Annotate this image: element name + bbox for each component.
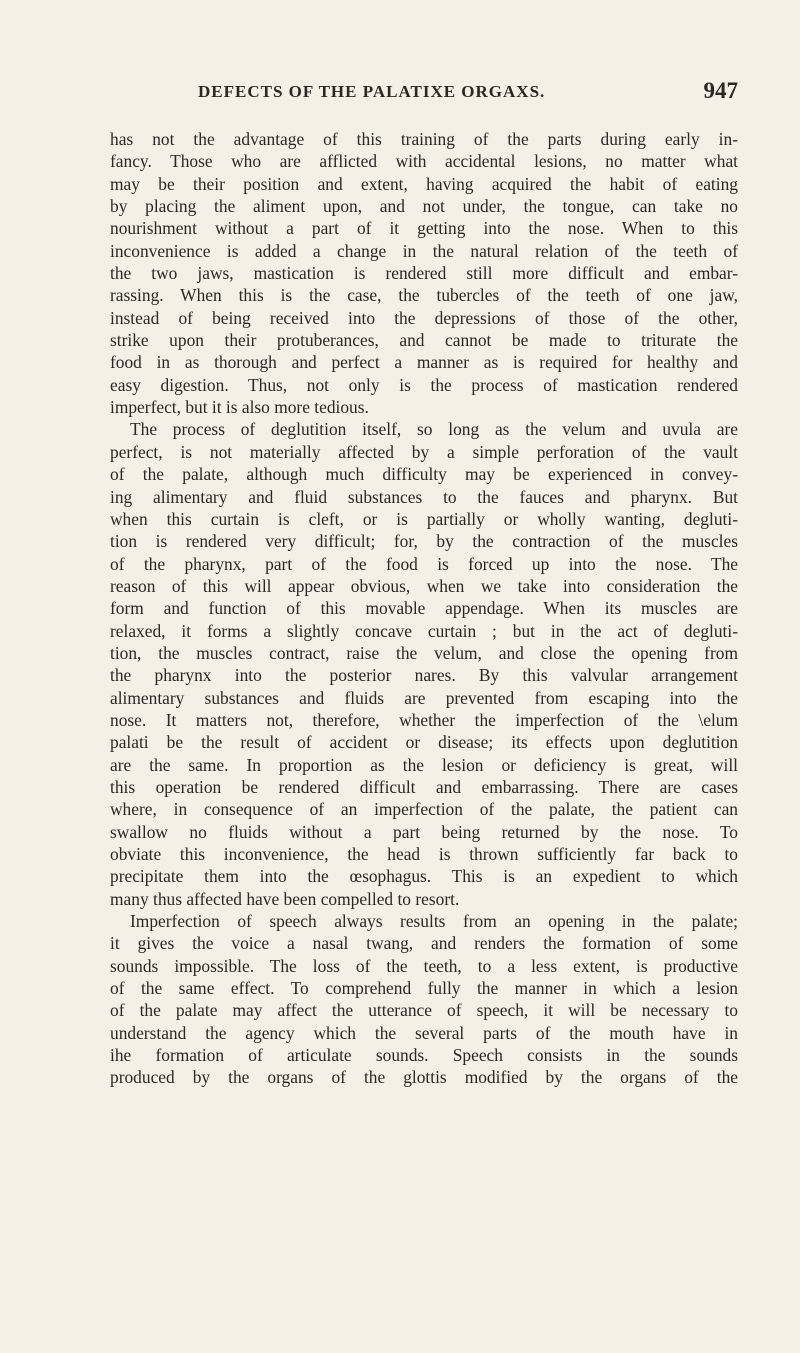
- text-line: of the palate may affect the utterance of speech, it will be necessary to: [110, 1000, 738, 1021]
- text-line: the two jaws, mastication is rendered still more difficult and embar-: [110, 263, 738, 284]
- text-line: perfect, is not materially affected by a simple perforation of the vault: [110, 441, 738, 462]
- text-line: relaxed, it forms a slightly concave curtain ; but in the act of degluti-: [110, 620, 738, 641]
- text-line: understand the agency which the several parts of the mouth have in: [110, 1022, 738, 1043]
- text-line: of the pharynx, part of the food is forced up into the nose. The: [110, 553, 738, 574]
- text-line: it gives the voice a nasal twang, and renders the formation of some: [110, 933, 738, 954]
- text-line: inconvenience is added a change in the natural relation of the teeth of: [110, 240, 738, 261]
- text-line: by placing the aliment upon, and not under, the tongue, can take no: [110, 196, 738, 217]
- text-line: instead of being received into the depressions of those of the other,: [110, 307, 738, 328]
- text-line: many thus affected have been compelled to resort.: [110, 888, 460, 909]
- text-line: obviate this inconvenience, the head is thrown sufficiently far back to: [110, 844, 738, 864]
- text-line: Imperfection of speech always results from an opening in the palate;: [130, 911, 738, 932]
- text-line: ihe formation of articulate sounds. Speech consists in the sounds: [110, 1045, 738, 1066]
- text-line: reason of this will appear obvious, when we take into consideration the: [110, 575, 738, 596]
- text-line: sounds impossible. The loss of the teeth, to a less extent, is productive: [110, 955, 738, 976]
- text-line: this operation be rendered difficult and embarrassing. There are cases: [110, 776, 738, 797]
- text-line: ing alimentary and fluid substances to the fauces and pharynx. But: [110, 486, 738, 507]
- text-line: the pharynx into the posterior nares. By this valvular arrangement: [110, 665, 738, 686]
- text-line: fancy. Those who are afflicted with accidental lesions, no matter what: [110, 151, 738, 172]
- text-line: of the palate, although much difficulty may be experienced in convey-: [110, 464, 738, 485]
- text-line: food in as thorough and perfect a manner as is required for healthy and: [110, 352, 738, 373]
- body-text: [110, 128, 738, 1089]
- text-line: produced by the organs of the glottis modified by the organs of the: [110, 1067, 738, 1088]
- text-line: nourishment without a part of it getting into the nose. When to this: [110, 218, 738, 239]
- text-line: palati be the result of accident or disease; its effects upon deglutition: [110, 732, 738, 753]
- running-head: [110, 78, 738, 108]
- text-line: has not the advantage of this training of the parts during early in-: [110, 129, 738, 149]
- text-line: may be their position and extent, having acquired the habit of eating: [110, 173, 738, 194]
- text-line: of the same effect. To comprehend fully the manner in which a lesion: [110, 978, 738, 999]
- text-line: alimentary substances and fluids are prevented from escaping into the: [110, 687, 738, 708]
- text-line: where, in consequence of an imperfection of the palate, the patient can: [110, 799, 738, 820]
- text-line: The process of deglutition itself, so long as the velum and uvula are: [130, 419, 738, 440]
- text-line: when this curtain is cleft, or is partially or wholly wanting, degluti-: [110, 508, 738, 529]
- text-line: tion, the muscles contract, raise the velum, and close the opening from: [110, 642, 738, 663]
- text-line: form and function of this movable appendage. When its muscles are: [110, 598, 738, 619]
- text-line: are the same. In proportion as the lesion or deficiency is great, will: [110, 754, 738, 775]
- text-line: imperfect, but it is also more tedious.: [110, 397, 369, 418]
- text-line: precipitate them into the œsophagus. This is an expedient to which: [110, 866, 738, 887]
- text-line: rassing. When this is the case, the tubercles of the teeth of one jaw,: [110, 285, 738, 306]
- text-line: tion is rendered very difficult; for, by the contraction of the muscles: [110, 531, 738, 552]
- text-line: swallow no fluids without a part being returned by the nose. To: [110, 821, 738, 842]
- page-number: 947: [703, 78, 738, 103]
- text-line: easy digestion. Thus, not only is the process of mastication rendered: [110, 374, 738, 395]
- text-line: strike upon their protuberances, and cannot be made to triturate the: [110, 330, 738, 351]
- running-title: DEFECTS OF THE PALATIXE ORGAXS.: [198, 82, 546, 101]
- text-line: nose. It matters not, therefore, whether the imperfection of the \elum: [110, 709, 738, 730]
